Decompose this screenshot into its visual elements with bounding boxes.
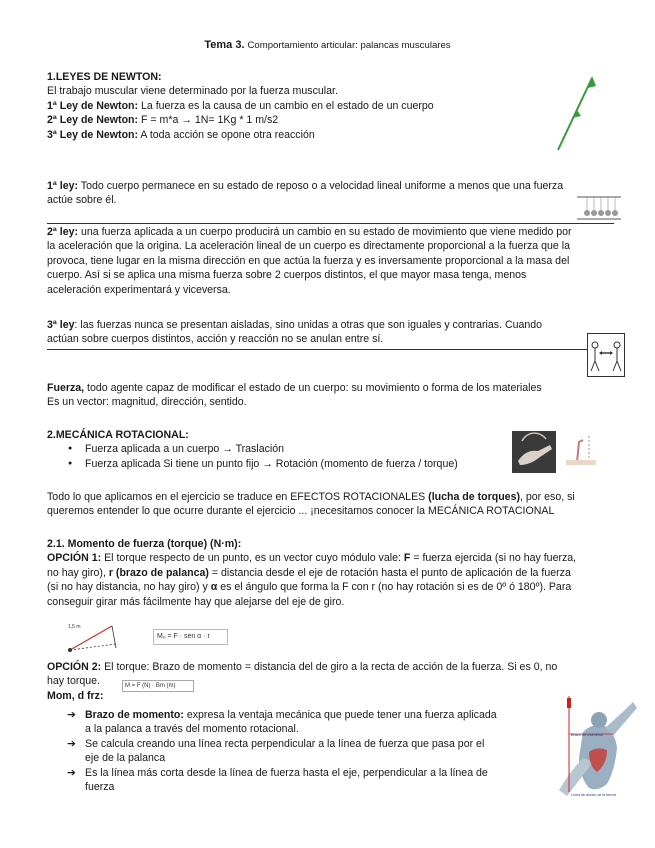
list-item: ➔ Brazo de momento: expresa la ventaja mecánica que puede tener una fuerza aplicada a la palanca a través del momento rotacional. bbox=[67, 709, 497, 736]
ley-1: 1ª ley: Todo cuerpo permanece en su estado de reposo o a velocidad lineal uniforme a menos que una fuerza actúe sobre él. bbox=[47, 180, 564, 207]
ley-2: 2ª ley: una fuerza aplicada a un cuerpo producirá un cambio en su estado de movimiento que viene medido por la aceleración que la origina. La aceleración lineal de un cuerpo es directamente proporcional a la fuerza que la provoca, tiene lugar en la misma dirección en que actúa la fuerza y es inversamente proporcional a la masa del cuerpo. Así si se aplica una misma fuerza sobre 2 cuerpos distintos, el que mayor masa tenga, menos aceleración experimentará y viceversa. bbox=[47, 226, 572, 296]
fuerza-definition: Fuerza, todo agente capaz de modificar el estado de un cuerpo: su movimiento o forma de los materiales Es un vector: magnitud, dirección, sentido. bbox=[47, 382, 542, 409]
divider bbox=[47, 223, 614, 224]
torque-formula-2: M = F (N) · Bm (m) bbox=[122, 680, 194, 692]
section-torque: 2.1. Momento de fuerza (torque) (N·m): OPCIÓN 1: El torque respecto de un punto, es un vector cuyo módulo vale: F = fuerza ejercida (si no hay fuerza, no hay giro), r (brazo de palanca) = distancia desde el eje de rotación hasta el punto de aplicación de la fuerza (si no hay distancia, no hay giro) y α es el ángulo que forma la F con r (no hay rotación si es de 0º ó 180º). Para conseguir girar más fácilmente hay que alejarse del eje de giro. bbox=[47, 538, 577, 608]
list-item: ● Fuerza aplicada Si tiene un punto fijo → Rotación (momento de fuerza / torque) bbox=[47, 457, 607, 471]
brazo-momento-list bbox=[47, 708, 547, 794]
action-reaction-image bbox=[587, 333, 625, 377]
section-newton bbox=[47, 70, 607, 142]
section-heading: 1.LEYES DE NEWTON: bbox=[47, 71, 162, 83]
title-rest: Comportamiento articular: palancas musculares bbox=[247, 40, 451, 51]
newton-cradle-image bbox=[575, 195, 623, 221]
option-2: OPCIÓN 2: El torque: Brazo de momento = distancia del de giro a la recta de acción de la fuerza. Si es 0, no hay torque. Mom, d frz: bbox=[47, 661, 558, 702]
torque-formula-1: Mₒ = F · sen α · r bbox=[153, 629, 228, 645]
law-3: 3ª Ley de Newton: A toda acción se opone otra reacción bbox=[47, 128, 315, 141]
arrow-icon: ➔ bbox=[67, 709, 76, 721]
torque-diagram-label: 1,5 m bbox=[68, 624, 81, 630]
law-2: 2ª Ley de Newton: F = m*a → 1N= 1Kg * 1 m/s2 bbox=[47, 114, 279, 127]
title-bold: Tema 3. bbox=[204, 39, 245, 51]
elbow-torque-image bbox=[563, 432, 599, 472]
list-item: ● Fuerza aplicada a un cuerpo → Traslación bbox=[47, 442, 607, 456]
list-item: ➔ Se calcula creando una línea recta perpendicular a la línea de fuerza que pasa por el eje de la palanca bbox=[67, 737, 485, 765]
arrow-icon: ➔ bbox=[67, 737, 76, 750]
section-mecanica: 2.MECÁNICA ROTACIONAL: ● Fuerza aplicada a un cuerpo → Traslación ● Fuerza aplicada Si tiene un punto fijo → Rotación (momento de fuerza / torque) bbox=[47, 428, 607, 471]
anatomy-label-brazo: Brazo de momento bbox=[571, 733, 604, 737]
divider bbox=[47, 349, 587, 350]
page-title bbox=[0, 38, 655, 53]
list-item: ➔ Es la línea más corta desde la línea de fuerza hasta el eje, perpendicular a la línea de fuerza bbox=[67, 766, 488, 794]
anatomy-lever-image bbox=[553, 692, 639, 802]
efectos-rotacionales: Todo lo que aplicamos en el ejercicio se traduce en EFECTOS ROTACIONALES (lucha de torques), por eso, si queremos entender lo que ocurre durante el ejercicio ... ¡necesitamos conocer la MECÁNICA ROTACIONAL bbox=[47, 491, 575, 518]
anatomy-label-linea: Línea de acción de la fuerza bbox=[571, 793, 617, 797]
law-1: 1ª Ley de Newton: La fuerza es la causa de un cambio en el estado de un cuerpo bbox=[47, 99, 434, 112]
ley-3: 3ª ley: las fuerzas nunca se presentan aisladas, sino unidas a otras que son iguales y contrarias. Cuando actúan sobre cuerpos distintos, acción y reacción no se anulan entre sí. bbox=[47, 319, 543, 346]
arrow-icon: ➔ bbox=[67, 766, 76, 779]
torque-diagram bbox=[64, 618, 128, 654]
newton-intro: El trabajo muscular viene determinado por la fuerza muscular. bbox=[47, 85, 338, 98]
vector-arrow-image bbox=[548, 72, 600, 154]
torque-hand-image bbox=[512, 431, 556, 473]
